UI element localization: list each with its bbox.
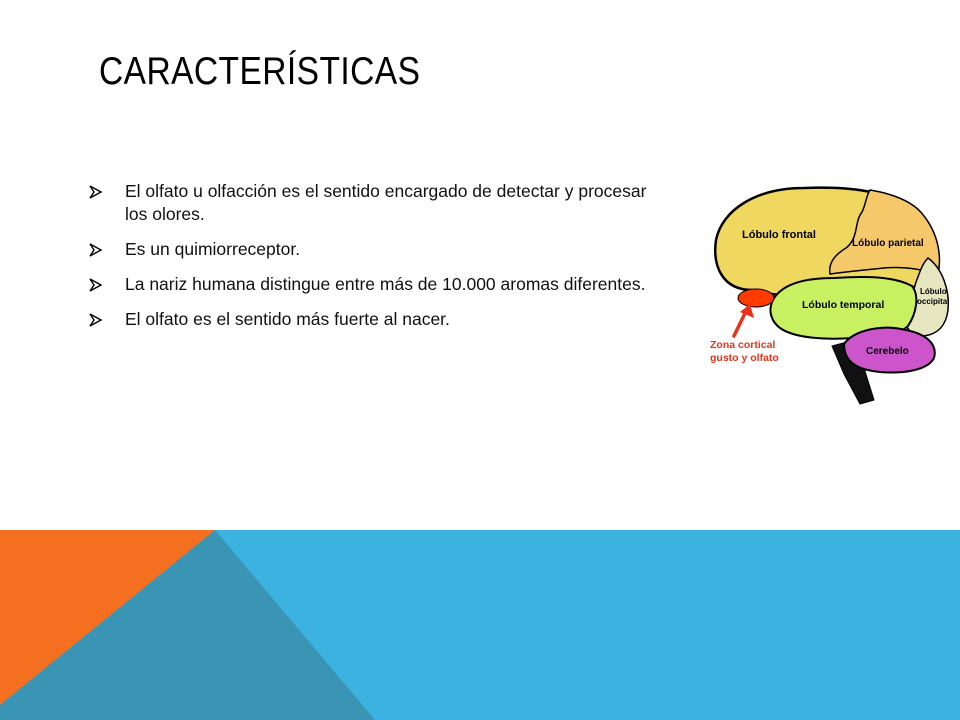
arrow-bullet-icon bbox=[87, 277, 103, 293]
label-temporal: Lóbulo temporal bbox=[802, 299, 885, 311]
label-occipital: Lóbulo bbox=[920, 287, 947, 296]
brain-diagram bbox=[694, 178, 956, 408]
bullet-text: El olfato u olfacción es el sentido encargado de detectar y procesar los olores. bbox=[125, 181, 647, 224]
label-zona-2: gusto y olfato bbox=[710, 352, 779, 364]
bullet-text: El olfato es el sentido más fuerte al nacer. bbox=[125, 309, 450, 329]
bullet-list bbox=[87, 180, 657, 343]
bullet-item bbox=[87, 273, 657, 296]
decorative-band bbox=[0, 530, 960, 720]
label-occipital-2: occipital bbox=[917, 297, 950, 306]
arrow-bullet-icon bbox=[87, 242, 103, 258]
label-cerebelo: Cerebelo bbox=[866, 346, 909, 357]
slide-title: CARACTERÍSTICAS bbox=[99, 50, 421, 93]
label-zona: Zona cortical bbox=[710, 339, 776, 351]
bullet-text: Es un quimiorreceptor. bbox=[125, 239, 301, 259]
arrow-bullet-icon bbox=[87, 312, 103, 328]
label-frontal: Lóbulo frontal bbox=[742, 229, 816, 241]
bullet-item bbox=[87, 308, 657, 331]
label-parietal: Lóbulo parietal bbox=[852, 238, 924, 249]
bullet-item bbox=[87, 238, 657, 261]
arrow-bullet-icon bbox=[87, 184, 103, 200]
arrow-icon bbox=[734, 311, 746, 336]
olfactory-zone bbox=[738, 289, 774, 307]
bullet-text: La nariz humana distingue entre más de 10.000 aromas diferentes. bbox=[125, 274, 646, 294]
bullet-item bbox=[87, 180, 657, 226]
